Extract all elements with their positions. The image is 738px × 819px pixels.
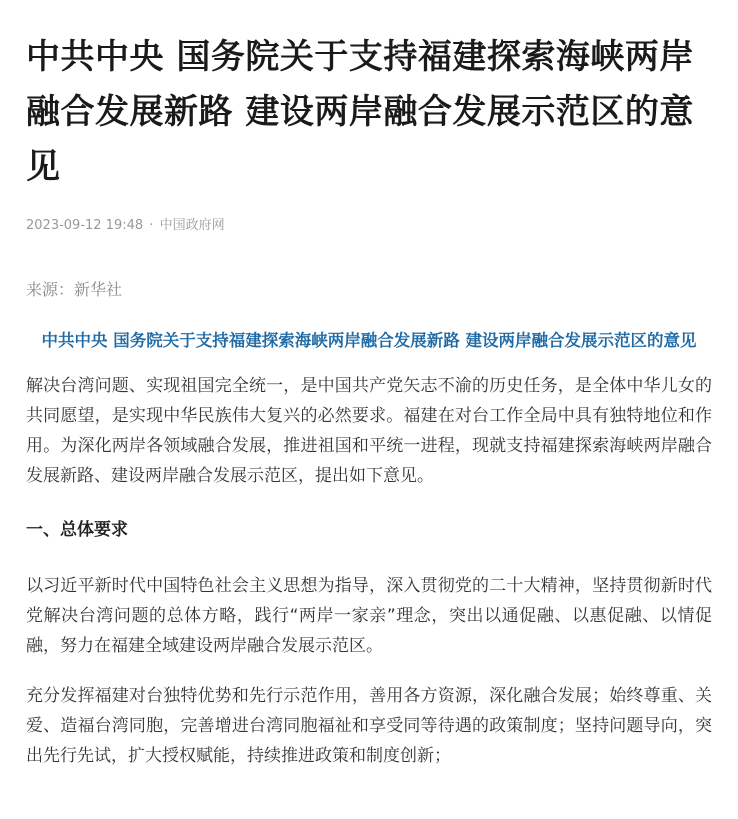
- publish-datetime: 2023-09-12 19:48: [26, 218, 144, 233]
- document-title: 中共中央 国务院关于支持福建探索海峡两岸融合发展新路 建设两岸融合发展示范区的意见: [41, 331, 697, 350]
- section-paragraph: 充分发挥福建对台独特优势和先行示范作用，善用各方资源，深化融合发展；始终尊重、关爱、造福台湾同胞，完善增进台湾同胞福祉和享受同等待遇的政策制度；坚持问题导向，突出先行先试，扩大授权赋能，持续推进政策和制度创新；: [26, 686, 712, 766]
- article-headline: 中共中央 国务院关于支持福建探索海峡两岸融合发展新路 建设两岸融合发展示范区的意见: [26, 37, 694, 187]
- intro-paragraph: 解决台湾问题、实现祖国完全统一，是中国共产党矢志不渝的历史任务，是全体中华儿女的共同愿望，是实现中华民族伟大复兴的必然要求。福建在对台工作全局中具有独特地位和作用。为深化两岸各领域融合发展，推进祖国和平统一进程，现就支持福建探索海峡两岸融合发展新路、建设两岸融合发展示范区，提出如下意见。: [26, 376, 712, 486]
- section-paragraph: 以习近平新时代中国特色社会主义思想为指导，深入贯彻党的二十大精神，坚持贯彻新时代党解决台湾问题的总体方略，践行“两岸一家亲”理念，突出以通促融、以惠促融、以情促融，努力在福建全域建设两岸融合发展示范区。: [26, 576, 712, 656]
- article-source: 来源：新华社: [26, 280, 123, 299]
- meta-separator: ·: [149, 218, 154, 233]
- publisher-name: 中国政府网: [159, 218, 225, 233]
- article-meta: [26, 217, 712, 235]
- section-heading: 一、总体要求: [26, 520, 128, 540]
